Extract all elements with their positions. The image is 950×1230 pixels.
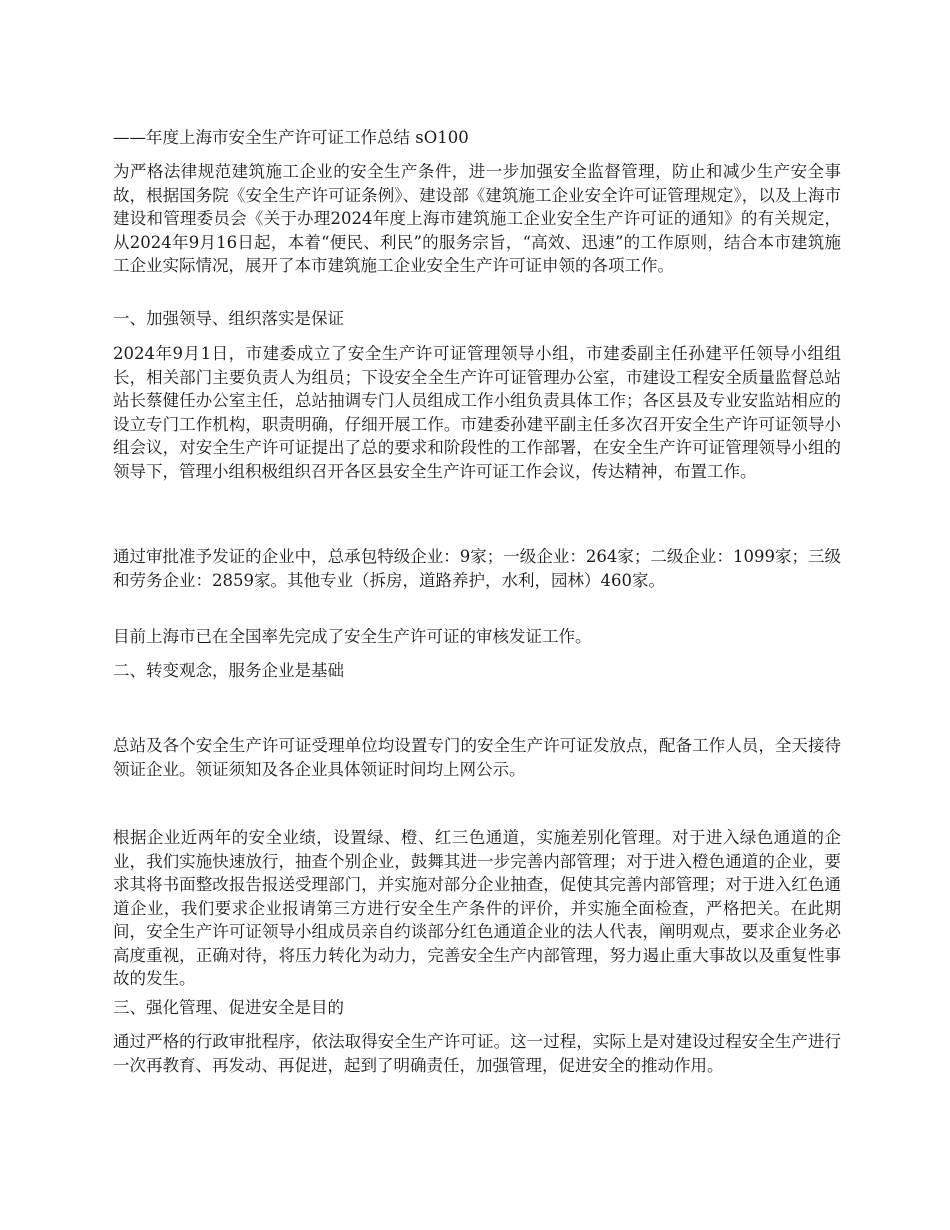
section-3-paragraph-1: 通过严格的行政审批程序，依法取得安全生产许可证。这一过程，实际上是对建设过程安全生产进行一次再教育、再发动、再促进，起到了明确责任，加强管理，促进安全的推动作用。 xyxy=(113,1032,841,1075)
section-1-heading: 一、加强领导、组织落实是保证 xyxy=(113,309,344,328)
intro-paragraph: 为严格法律规范建筑施工企业的安全生产条件，进一步加强安全监督管理，防止和减少生产安全事故，根据国务院《安全生产许可证条例》、建设部《建筑施工企业安全许可证管理规定》，以及上海市建设和管理委员会《关于办理2024年度上海市建筑施工企业安全生产许可证的通知》的有关规定，从2024年9月16日起，本着“便民、利民”的服务宗旨，“高效、迅速”的工作原则，结合本市建筑施工企业实际情况，展开了本市建筑施工企业安全生产许可证申领的各项工作。 xyxy=(113,162,841,275)
document-title: ——年度上海市安全生产许可证工作总结 sO100 xyxy=(113,128,469,147)
section-2-heading: 二、转变观念，服务企业是基础 xyxy=(113,661,344,680)
section-2-paragraph-1: 总站及各个安全生产许可证受理单位均设置专门的安全生产许可证发放点，配备工作人员，全天接待领证企业。领证须知及各企业具体领证时间均上网公示。 xyxy=(113,736,841,779)
section-1-paragraph-1: 2024年9月1日，市建委成立了安全生产许可证管理领导小组，市建委副主任孙建平任领导小组组长，相关部门主要负责人为组员；下设安全全生产许可证管理办公室，市建设工程安全质量监督总站站长蔡健任办公室主任，总站抽调专门人员组成工作小组负责具体工作；各区县及专业安监站相应的设立专门工作机构，职责明确，仔细开展工作。市建委孙建平副主任多次召开安全生产许可证领导小组会议，对安全生产许可证提出了总的要求和阶段性的工作部署，在安全生产许可证管理领导小组的领导下，管理小组积极组织召开各区县安全生产许可证工作会议，传达精神，布置工作。 xyxy=(113,344,841,481)
section-2-paragraph-2: 根据企业近两年的安全业绩，设置绿、橙、红三色通道，实施差别化管理。对于进入绿色通道的企业，我们实施快速放行，抽查个别企业，鼓舞其进一步完善内部管理；对于进入橙色通道的企业，要求其将书面整改报告报送受理部门，并实施对部分企业抽查，促使其完善内部管理；对于进入红色通道企业，我们要求企业报请第三方进行安全生产条件的评价，并实施全面检查，严格把关。在此期间，安全生产许可证领导小组成员亲自约谈部分红色通道企业的法人代表，阐明观点，要求企业务必高度重视，正确对待，将压力转化为动力，完善安全生产内部管理，努力遏止重大事故以及重复性事故的发生。 xyxy=(113,828,841,988)
section-3-heading: 三、强化管理、促进安全是目的 xyxy=(113,998,344,1017)
section-1-paragraph-2: 通过审批准予发证的企业中，总承包特级企业：9家；一级企业：264家；二级企业：1099家；三级和劳务企业：2859家。其他专业（拆房，道路养护，水利，园林）460家。 xyxy=(113,547,841,590)
section-1-paragraph-3: 目前上海市已在全国率先完成了安全生产许可证的审核发证工作。 xyxy=(113,627,592,646)
